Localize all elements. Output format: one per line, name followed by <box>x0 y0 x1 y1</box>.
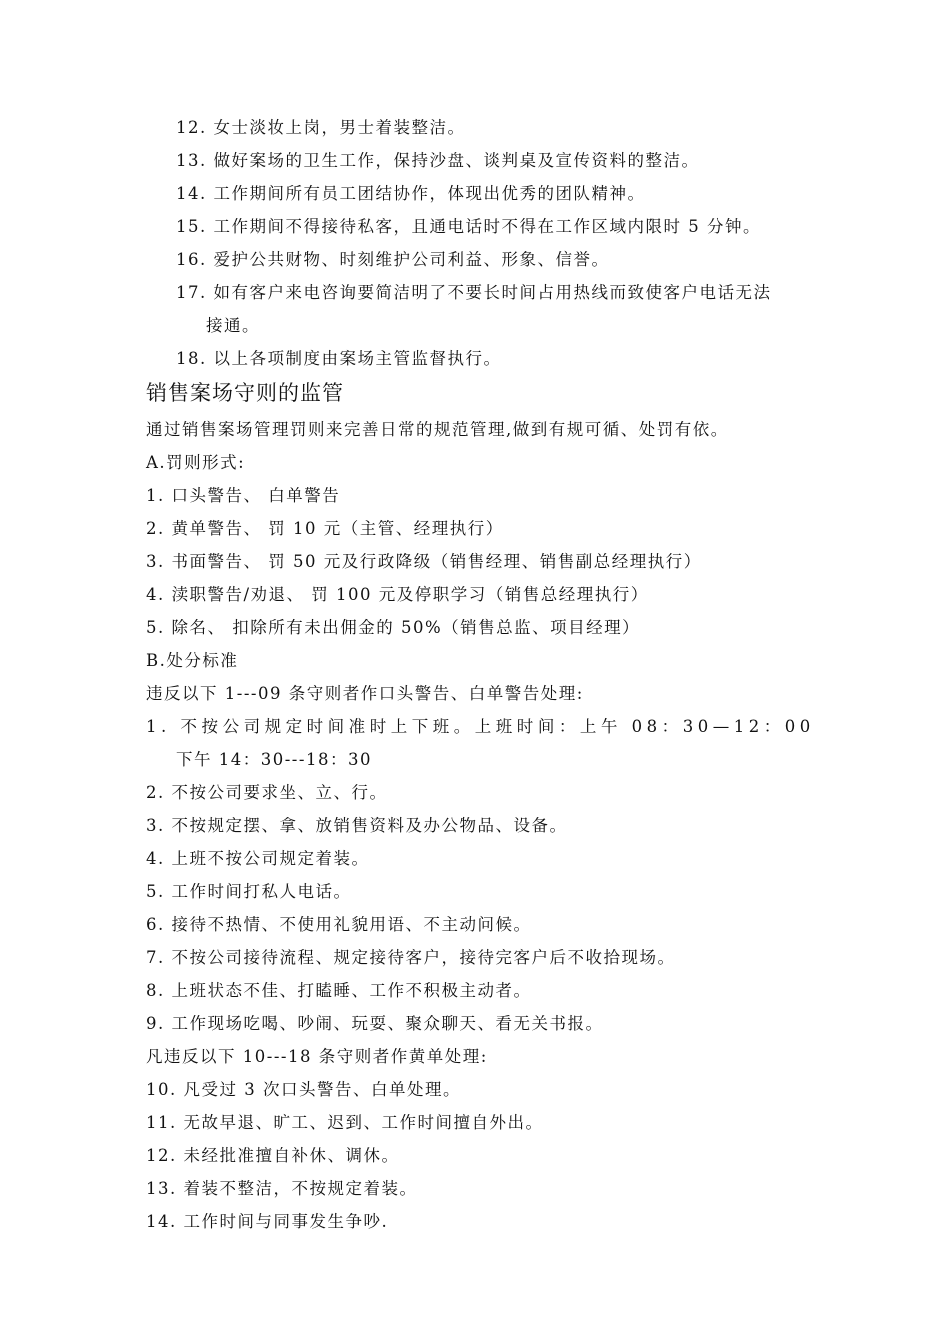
warning-item: 7. 不按公司接待流程、规定接待客户，接待完客户后不收拾现场。 <box>146 948 676 967</box>
warning-item-continuation: 下午 14：30---18：30 <box>176 750 372 769</box>
yellow-item: 13. 着装不整洁，不按规定着装。 <box>146 1179 418 1198</box>
rule-14: 14. 工作期间所有员工团结协作，体现出优秀的团队精神。 <box>176 184 646 203</box>
warning-item: 9. 工作现场吃喝、吵闹、玩耍、聚众聊天、看无关书报。 <box>146 1014 604 1033</box>
yellow-item: 14. 工作时间与同事发生争吵. <box>146 1212 389 1231</box>
penalty-item: 1. 口头警告、 白单警告 <box>146 486 341 505</box>
warning-item: 3. 不按规定摆、拿、放销售资料及办公物品、设备。 <box>146 816 568 835</box>
rule-18: 18. 以上各项制度由案场主管监督执行。 <box>176 349 502 368</box>
standard-header: B.处分标准 <box>146 651 239 670</box>
rule-17: 17. 如有客户来电咨询要简洁明了不要长时间占用热线而致使客户电话无法 <box>176 283 772 302</box>
rule-17-continuation: 接通。 <box>206 316 260 335</box>
yellow-intro: 凡违反以下 10---18 条守则者作黄单处理: <box>146 1047 488 1066</box>
section-title: 销售案场守则的监管 <box>146 381 344 405</box>
warning-item: 1. 不按公司规定时间准时上下班。上班时间：上午 08：30—12：00 <box>146 717 815 736</box>
warning-item: 8. 上班状态不佳、打瞌睡、工作不积极主动者。 <box>146 981 532 1000</box>
yellow-item: 12. 未经批准擅自补休、调休。 <box>146 1146 400 1165</box>
warning-item: 4. 上班不按公司规定着装。 <box>146 849 370 868</box>
warning-item: 2. 不按公司要求坐、立、行。 <box>146 783 388 802</box>
intro-paragraph: 通过销售案场管理罚则来完善日常的规范管理,做到有规可循、处罚有依。 <box>146 420 729 439</box>
penalty-header: A.罚则形式: <box>146 453 246 472</box>
warning-item: 6. 接待不热情、不使用礼貌用语、不主动问候。 <box>146 915 532 934</box>
rule-15: 15. 工作期间不得接待私客，且通电话时不得在工作区域内限时 5 分钟。 <box>176 217 761 236</box>
rule-13: 13. 做好案场的卫生工作，保持沙盘、谈判桌及宣传资料的整洁。 <box>176 151 700 170</box>
rule-12: 12. 女士淡妆上岗，男士着装整洁。 <box>176 118 466 137</box>
rule-16: 16. 爱护公共财物、时刻维护公司利益、形象、信誉。 <box>176 250 610 269</box>
penalty-item: 3. 书面警告、 罚 50 元及行政降级（销售经理、销售副总经理执行） <box>146 552 702 571</box>
yellow-item: 11. 无故早退、旷工、迟到、工作时间擅自外出。 <box>146 1113 544 1132</box>
penalty-item: 4. 渎职警告/劝退、 罚 100 元及停职学习（销售总经理执行） <box>146 585 649 604</box>
warning-intro: 违反以下 1---09 条守则者作口头警告、白单警告处理: <box>146 684 584 703</box>
penalty-item: 5. 除名、 扣除所有未出佣金的 50%（销售总监、项目经理） <box>146 618 641 637</box>
yellow-item: 10. 凡受过 3 次口头警告、白单处理。 <box>146 1080 461 1099</box>
penalty-item: 2. 黄单警告、 罚 10 元（主管、经理执行） <box>146 519 504 538</box>
warning-item: 5. 工作时间打私人电话。 <box>146 882 352 901</box>
